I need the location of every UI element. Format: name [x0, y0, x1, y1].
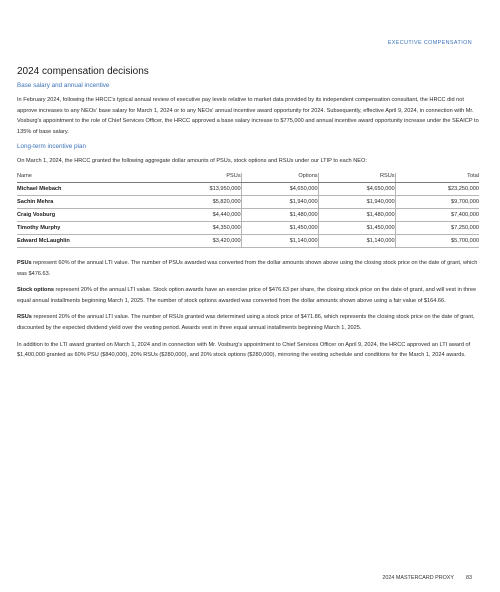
row-total: $5,700,000: [395, 234, 479, 247]
row-rsus: $4,650,000: [318, 182, 395, 195]
row-psus: $3,420,000: [157, 234, 241, 247]
page-title: 2024 compensation decisions: [17, 66, 149, 77]
row-psus: $5,820,000: [157, 195, 241, 208]
options-label: Stock options: [17, 287, 54, 294]
row-psus: $13,950,000: [157, 182, 241, 195]
table-row: [17, 234, 479, 247]
row-total: $7,250,000: [395, 221, 479, 234]
base-salary-heading: Base salary and annual incentive: [17, 82, 110, 89]
page-footer: [382, 575, 472, 581]
lti-intro-paragraph: On March 1, 2024, the HRCC granted the following aggregate dollar amounts of PSUs, stock options and RSUs under our LTIP to each NEO:: [17, 158, 367, 165]
row-name: Craig Vosburg: [17, 208, 157, 221]
col-header-psus: PSUs: [157, 173, 241, 183]
row-total: $7,400,000: [395, 208, 479, 221]
col-header-name: Name: [17, 173, 157, 183]
table-row: [17, 208, 479, 221]
section-header: EXECUTIVE COMPENSATION: [387, 40, 472, 46]
table-header-row: [17, 173, 479, 183]
base-salary-paragraph: In February 2024, following the HRCC's typical annual review of executive pay levels relative to market data provided by its independent compensation consultant, the HRCC did not approve increases to any NEOs' base salary for March 1, 2024 or to any NEOs' annual incentive award opportunity for 2024. Subsequently, effective April 9, 2024, in connection with Mr. Vosburg's appointment to the role of Chief Services Officer, the HRCC approved a base salary increase to $775,000 and annual incentive award opportunity increase under the SEAICP to 135% of base salary.: [17, 97, 479, 135]
row-options: $1,140,000: [241, 234, 318, 247]
row-name: Sachin Mehra: [17, 195, 157, 208]
col-header-options: Options: [241, 173, 318, 183]
row-psus: $4,440,000: [157, 208, 241, 221]
row-rsus: $1,940,000: [318, 195, 395, 208]
col-header-rsus: RSUs: [318, 173, 395, 183]
psus-label: PSUs: [17, 259, 32, 266]
lti-heading: Long-term incentive plan: [17, 143, 86, 151]
main-content: [17, 66, 479, 367]
col-header-total: Total: [395, 173, 479, 183]
row-psus: $4,350,000: [157, 221, 241, 234]
row-total: $23,250,000: [395, 182, 479, 195]
options-text: represent 20% of the annual LTI value. Stock option awards have an exercise price of $476.63 per share, the closing stock price on the date of grant, and will vest in three equal annual installments beginning March 1, 2025. The number of stock options awarded was converted from the dollar amounts shown above using a fair value of $164.66.: [17, 287, 477, 304]
table-row: [17, 221, 479, 234]
psus-note: [17, 258, 479, 279]
lti-awards-table: [17, 173, 479, 248]
psus-text: represent 60% of the annual LTI value. The number of PSUs awarded was converted from the dollar amounts shown above using the closing stock price on the date of grant, which was $476.63.: [17, 259, 478, 277]
row-name: Edward McLaughlin: [17, 234, 157, 247]
row-options: $1,940,000: [241, 195, 318, 208]
row-rsus: $1,450,000: [318, 221, 395, 234]
table-row: [17, 182, 479, 195]
table-row: [17, 195, 479, 208]
addition-note: In addition to the LTI award granted on March 1, 2024 and in connection with Mr. Vosburg's appointment to Chief Services Officer on April 9, 2024, the HRCC approved an LTI award of $1,400,000 granted as 60% PSU ($840,000), 20% RSUs ($280,000), and 20% stock options ($280,000), mirroring the vesting schedule and conditions for the March 1, 2024 awards.: [17, 341, 471, 359]
rsus-text: represent 20% of the annual LTI value. The number of RSUs granted was determined using a stock price of $471.86, which represents the closing stock price on the date of grant, discounted by the expected dividend yield over the vesting period. Awards vest in three equal annual installments beginning March 1, 2025.: [17, 314, 475, 331]
options-note: [17, 285, 479, 306]
row-rsus: $1,480,000: [318, 208, 395, 221]
row-name: Michael Miebach: [17, 182, 157, 195]
rsus-note: [17, 312, 479, 333]
row-options: $1,450,000: [241, 221, 318, 234]
footer-doc-title: 2024 MASTERCARD PROXY: [382, 575, 454, 581]
row-options: $1,480,000: [241, 208, 318, 221]
page-number: 83: [466, 575, 472, 581]
row-name: Timothy Murphy: [17, 221, 157, 234]
row-options: $4,650,000: [241, 182, 318, 195]
row-rsus: $1,140,000: [318, 234, 395, 247]
row-total: $9,700,000: [395, 195, 479, 208]
rsus-label: RSUs: [17, 314, 32, 321]
